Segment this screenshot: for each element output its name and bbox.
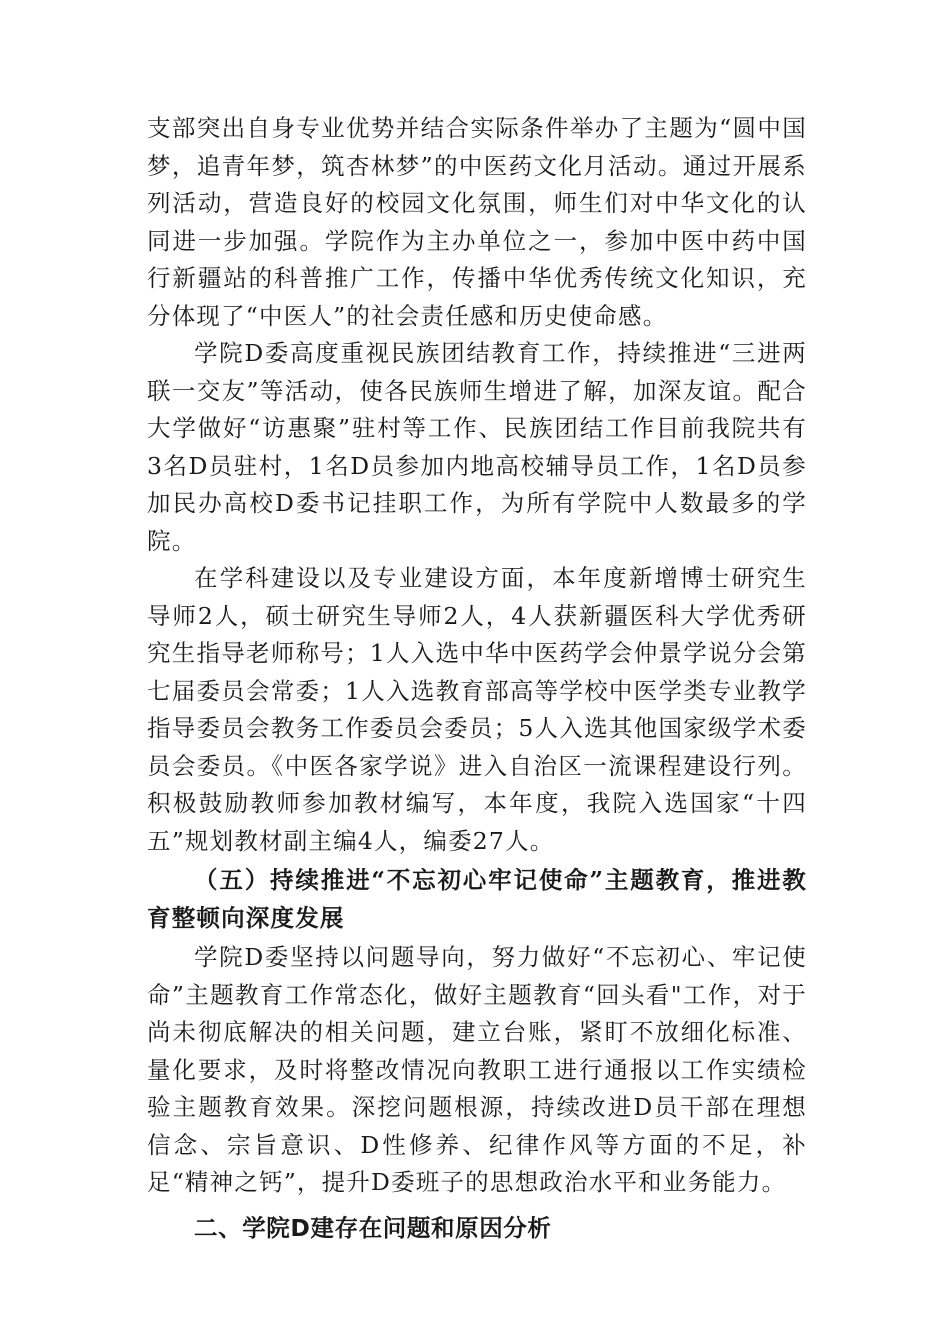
paragraph-theme-education: 学院D委坚持以问题导向，努力做好“不忘初心、牢记使命”主题教育工作常态化，做好主题教育“回头看"工作，对于尚未彻底解决的相关问题，建立台账，紧盯不放细化标准、量化要求，及时将整改情况向教职工进行通报以工作实绩检验主题教育效果。深挖问题根源，持续改进D员干部在理想信念、宗旨意识、D性修养、纪律作风等方面的不足，补足“精神之钙”，提升D委班子的思想政治水平和业务能力。	[147, 943, 807, 1196]
subsection-heading: （五）持续推进“不忘初心牢记使命”主题教育，推进教育整顿向深度发展	[147, 866, 807, 932]
document-body	[147, 110, 807, 1247]
section-heading: 二、学院D建存在问题和原因分析	[194, 1213, 552, 1242]
paragraph-culture-activities: 支部突出自身专业优势并结合实际条件举办了主题为“圆中国梦，追青年梦，筑杏林梦”的中医药文化月活动。通过开展系列活动，营造良好的校园文化氛围，师生们对中华文化的认同进一步加强。学院作为主办单位之一，参加中医中药中国行新疆站的科普推广工作，传播中华优秀传统文化知识，充分体现了“中医人”的社会责任感和历史使命感。	[147, 114, 807, 330]
paragraph-ethnic-unity: 学院D委高度重视民族团结教育工作，持续推进“三进两联一交友”等活动，使各民族师生增进了解，加深友谊。配合大学做好“访惠聚”驻村等工作、民族团结工作目前我院共有3名D员驻村，1名D员参加内地高校辅导员工作，1名D员参加民办高校D委书记挂职工作，为所有学院中人数最多的学院。	[147, 339, 807, 555]
paragraph-discipline-construction: 在学科建设以及专业建设方面，本年度新增博士研究生导师2人，硕士研究生导师2人，4人获新疆医科大学优秀研究生指导老师称号；1人入选中华中医药学会仲景学说分会第七届委员会常委；1人入选教育部高等学校中医学类专业教学指导委员会教务工作委员会委员；5人入选其他国家级学术委员会委员。《中医各家学说》进入自治区一流课程建设行列。积极鼓励教师参加教材编写，本年度，我院入选国家“十四五”规划教材副主编4人，编委27人。	[147, 564, 807, 855]
